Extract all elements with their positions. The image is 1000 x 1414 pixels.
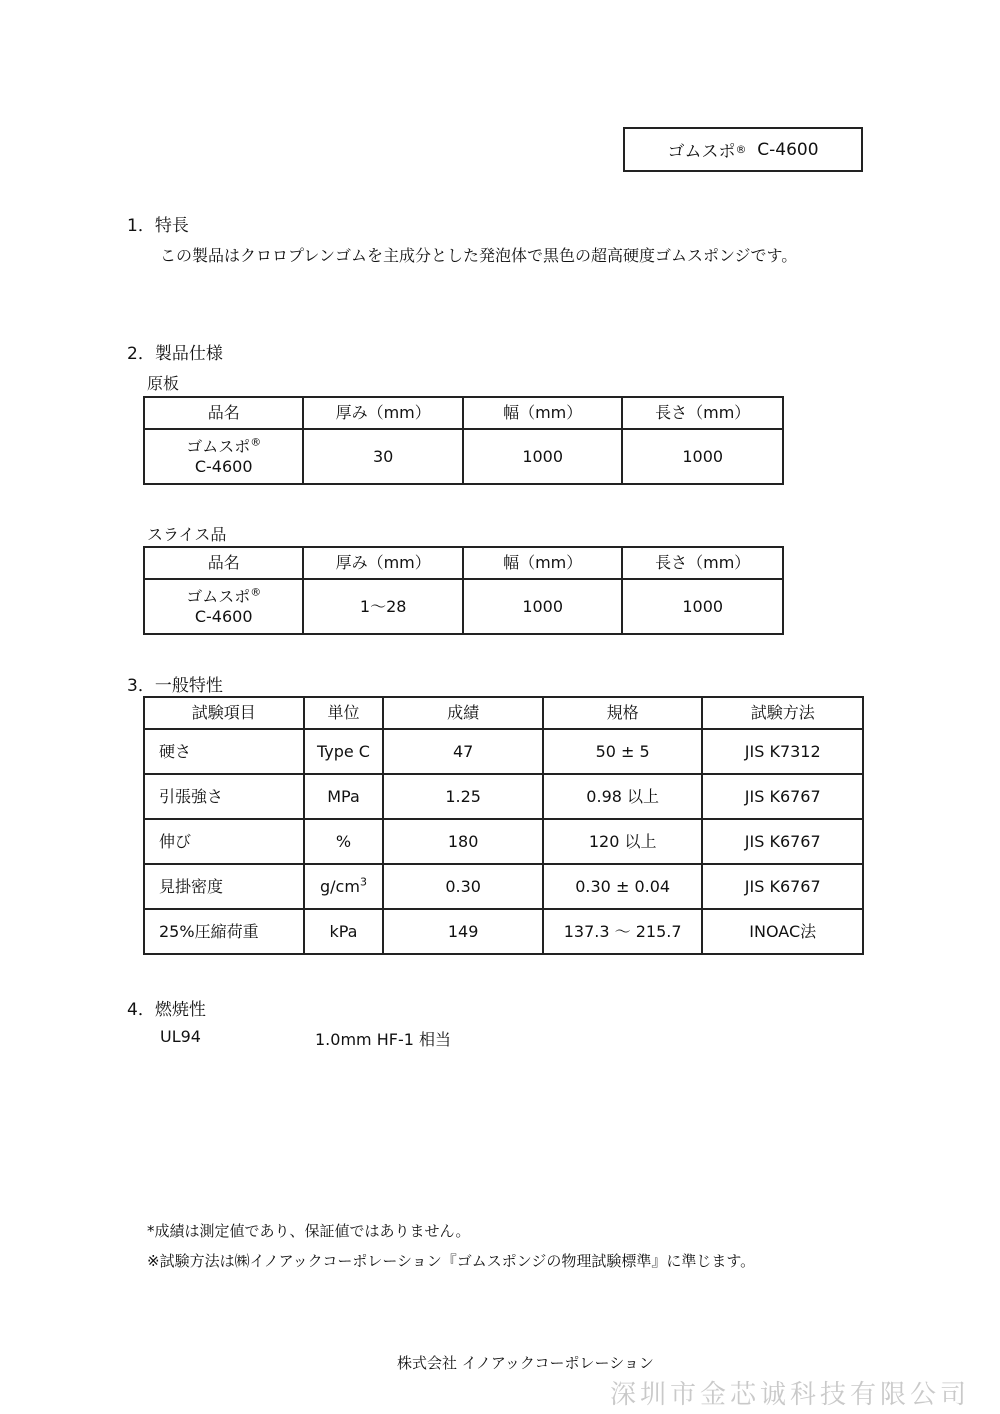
column-header: 規格 bbox=[543, 697, 703, 729]
unit-cell bbox=[304, 864, 384, 909]
table-row bbox=[144, 909, 863, 954]
column-header: 品名 bbox=[144, 547, 303, 579]
spec-cell: 0.30 ± 0.04 bbox=[543, 864, 703, 909]
table-row bbox=[144, 864, 863, 909]
watermark: 深圳市金芯诚科技有限公司 bbox=[610, 1380, 971, 1410]
column-header: 幅（mm） bbox=[463, 397, 623, 429]
item-cell: 見掛密度 bbox=[144, 864, 304, 909]
result-cell: 0.30 bbox=[383, 864, 542, 909]
item-cell: 引張強さ bbox=[144, 774, 304, 819]
table-row bbox=[144, 774, 863, 819]
unit-text: g/cm bbox=[320, 876, 360, 896]
note-1: *成績は測定値であり、保証値ではありません。 bbox=[147, 1222, 471, 1240]
sheet-spec-table bbox=[143, 396, 784, 485]
slice-spec-table bbox=[143, 546, 784, 635]
spec-cell: 50 ± 5 bbox=[543, 729, 703, 774]
spec-cell: 0.98 以上 bbox=[543, 774, 703, 819]
table-header-row bbox=[144, 547, 783, 579]
column-header: 試験方法 bbox=[702, 697, 863, 729]
section1-text: この製品はクロロプレンゴムを主成分とした発泡体で黒色の超高硬度ゴムスポンジです。 bbox=[160, 246, 798, 265]
item-cell: 25%圧縮荷重 bbox=[144, 909, 304, 954]
note-2: ※試験方法は㈱イノアックコーポレーション『ゴムスポンジの物理試験標準』に準じます。 bbox=[147, 1252, 756, 1270]
section4-heading: 4．燃焼性 bbox=[127, 1000, 206, 1020]
properties-table bbox=[143, 696, 864, 955]
column-header: 長さ（mm） bbox=[622, 397, 783, 429]
result-cell: 1.25 bbox=[383, 774, 542, 819]
sheet-label: 原板 bbox=[147, 374, 180, 393]
method-cell: JIS K6767 bbox=[702, 864, 863, 909]
length-cell: 1000 bbox=[622, 579, 783, 634]
column-header: 厚み（mm） bbox=[303, 547, 463, 579]
method-cell: JIS K6767 bbox=[702, 774, 863, 819]
width-cell: 1000 bbox=[463, 429, 623, 484]
product-name: ゴムスポ bbox=[186, 587, 251, 607]
column-header: 幅（mm） bbox=[463, 547, 623, 579]
table-row bbox=[144, 429, 783, 484]
slice-label: スライス品 bbox=[147, 525, 227, 544]
company-name: 株式会社 イノアックコーポレーション bbox=[397, 1354, 654, 1372]
method-cell: INOAC法 bbox=[702, 909, 863, 954]
product-name: ゴムスポ bbox=[667, 142, 736, 162]
column-header: 試験項目 bbox=[144, 697, 304, 729]
table-row bbox=[144, 729, 863, 774]
column-header: 単位 bbox=[304, 697, 384, 729]
item-cell: 硬さ bbox=[144, 729, 304, 774]
column-header: 厚み（mm） bbox=[303, 397, 463, 429]
table-header-row bbox=[144, 397, 783, 429]
section1-heading: 1．特長 bbox=[127, 216, 189, 236]
flammability-standard: UL94 bbox=[160, 1027, 201, 1046]
product-title-box: ゴムスポ ® C-4600 bbox=[623, 127, 863, 172]
section3-heading: 3．一般特性 bbox=[127, 676, 223, 696]
section2-heading: 2．製品仕様 bbox=[127, 344, 223, 364]
spec-cell: 120 以上 bbox=[543, 819, 703, 864]
method-cell: JIS K7312 bbox=[702, 729, 863, 774]
column-header: 成績 bbox=[383, 697, 542, 729]
thickness-cell: 1～28 bbox=[303, 579, 463, 634]
product-code: C-4600 bbox=[194, 606, 253, 626]
table-header-row bbox=[144, 697, 863, 729]
product-name-cell bbox=[144, 429, 303, 484]
table-row bbox=[144, 819, 863, 864]
unit-cell: % bbox=[304, 819, 384, 864]
table-row bbox=[144, 579, 783, 634]
result-cell: 47 bbox=[383, 729, 542, 774]
unit-cell: kPa bbox=[304, 909, 384, 954]
width-cell: 1000 bbox=[463, 579, 623, 634]
unit-cell: MPa bbox=[304, 774, 384, 819]
result-cell: 180 bbox=[383, 819, 542, 864]
product-code: C-4600 bbox=[194, 456, 253, 476]
unit-exponent: 3 bbox=[359, 875, 367, 889]
product-code: C-4600 bbox=[757, 139, 819, 160]
thickness-cell: 30 bbox=[303, 429, 463, 484]
length-cell: 1000 bbox=[622, 429, 783, 484]
item-cell: 伸び bbox=[144, 819, 304, 864]
method-cell: JIS K6767 bbox=[702, 819, 863, 864]
flammability-value: 1.0mm HF-1 相当 bbox=[315, 1030, 451, 1049]
result-cell: 149 bbox=[383, 909, 542, 954]
registered-mark: ® bbox=[250, 585, 262, 599]
spec-cell: 137.3 ～ 215.7 bbox=[543, 909, 703, 954]
product-name-cell bbox=[144, 579, 303, 634]
registered-mark: ® bbox=[250, 435, 262, 449]
unit-cell: Type C bbox=[304, 729, 384, 774]
column-header: 長さ（mm） bbox=[622, 547, 783, 579]
product-name: ゴムスポ bbox=[186, 437, 251, 457]
column-header: 品名 bbox=[144, 397, 303, 429]
